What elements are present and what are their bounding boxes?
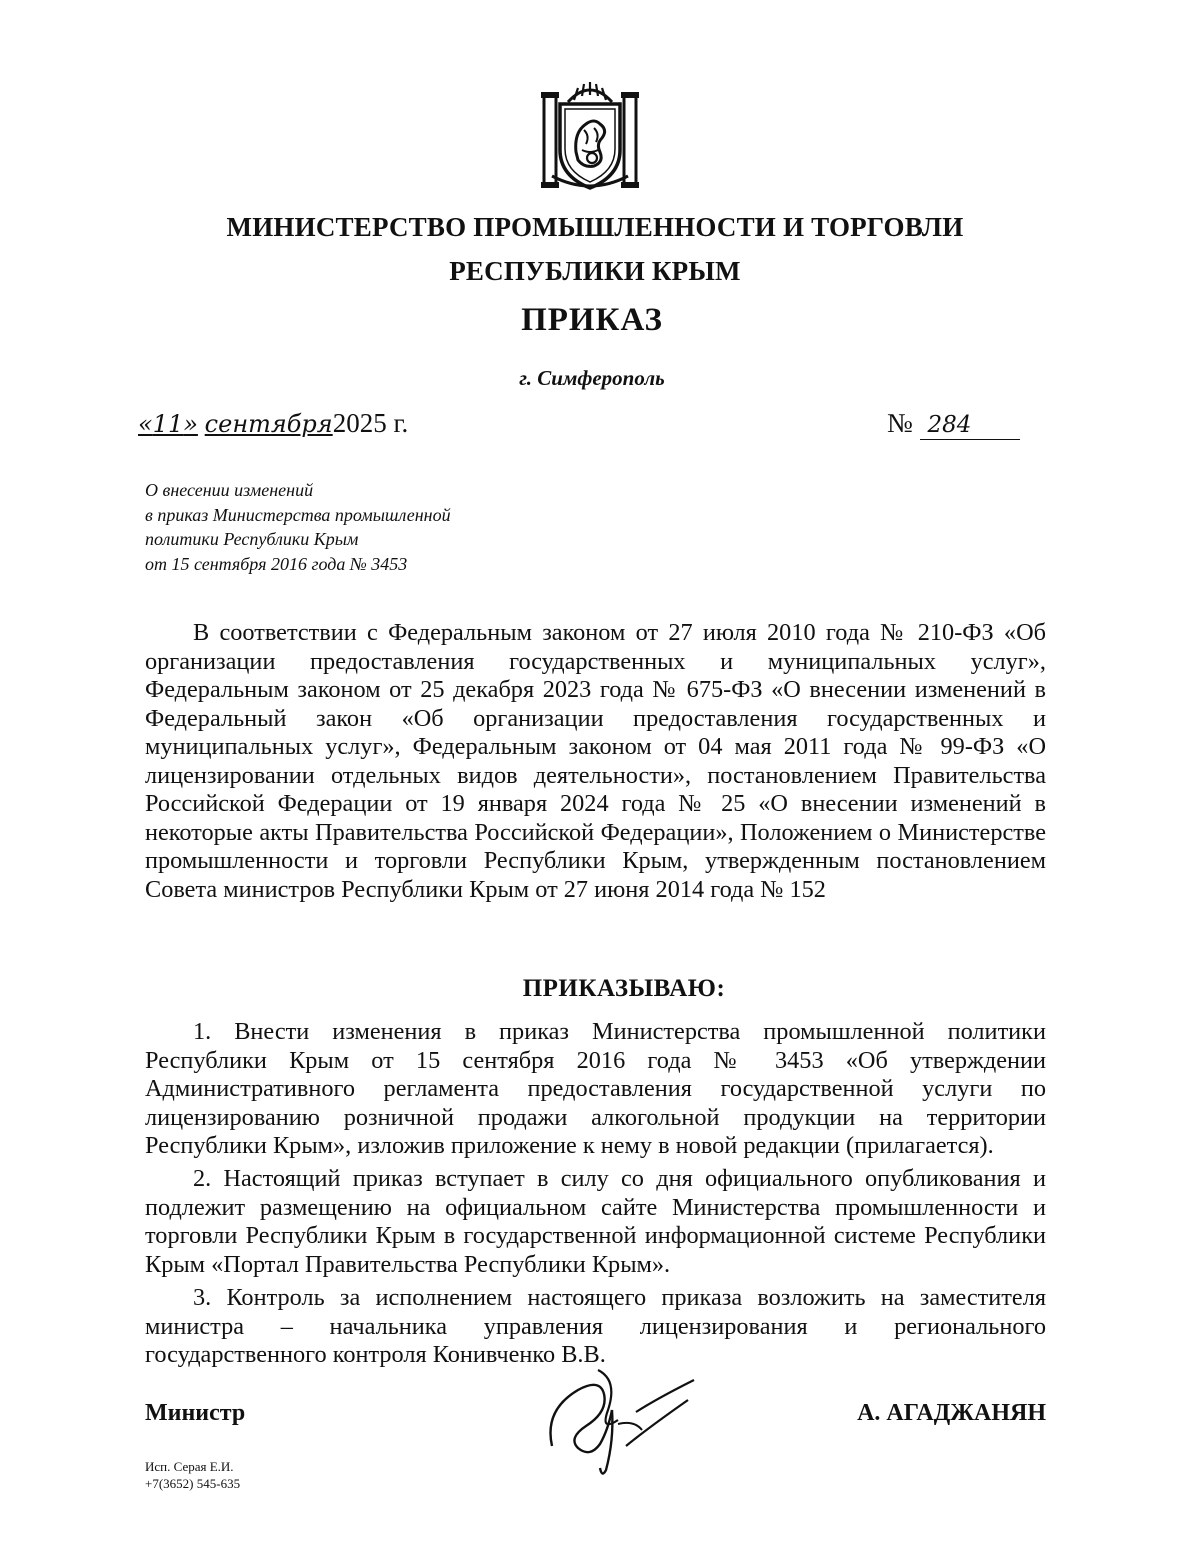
subject-line: от 15 сентября 2016 года № 3453 bbox=[145, 553, 408, 574]
preamble-paragraph: В соответствии с Федеральным законом от 27 июля 2010 года № 210-ФЗ «Об организации предоставления государственных и муниципальных услуг», Федеральным законом от 25 декабря 2023 года № 675-ФЗ «О внесении изменений в Федеральный закон «Об организации предоставления государственных и муниципальных услуг», Федеральным законом от 04 мая 2011 года № 99-ФЗ «О лицензировании отдельных видов деятельности», постановлением Правительства Российской Федерации от 19 января 2024 года № 25 «О внесении изменений в некоторые акты Правительства Российской Федерации», Положением о Министерстве промышленности и торговли Республики Крым, утвержденным постановлением Совета министров Республики Крым от 27 июня 2014 года № 152 bbox=[145, 619, 1046, 903]
document-number bbox=[887, 408, 1027, 440]
document-type-title: ПРИКАЗ bbox=[521, 302, 663, 338]
order-item-3: 3. Контроль за исполнением настоящего приказа возложить на заместителя министра – начальника управления лицензирования и регионального государственного контроля Конивченко В.В. bbox=[145, 1284, 1046, 1368]
coat-of-arms-emblem bbox=[538, 80, 642, 192]
order-heading: ПРИКАЗЫВАЮ: bbox=[522, 975, 726, 1002]
order-item-2: 2. Настоящий приказ вступает в силу со дня официального опубликования и подлежит размещению на официальном сайте Министерства промышленности и торговли Республики Крым в государственной информационной системе Республики Крым «Портал Правительства Республики Крым». bbox=[145, 1165, 1046, 1278]
document-date bbox=[138, 408, 408, 439]
handwritten-signature bbox=[538, 1350, 708, 1480]
date-close-quote: » bbox=[183, 410, 198, 438]
date-year: 2025 г. bbox=[332, 408, 409, 438]
city-name: г. Симферополь bbox=[519, 366, 665, 390]
subject-line: политики Республики Крым bbox=[145, 529, 359, 549]
executor-name: Исп. Серая Е.И. bbox=[145, 1459, 234, 1474]
signer-title: Министр bbox=[145, 1400, 246, 1426]
number-value: 284 bbox=[920, 411, 1020, 440]
date-open-quote: « bbox=[138, 410, 153, 438]
order-item-1: 1. Внести изменения в приказ Министерства промышленной политики Республики Крым от 15 сентября 2016 года № 3453 «Об утверждении Административного регламента предоставления государственной услуги по лицензированию розничной продажи алкогольной продукции на территории Республики Крым», изложив приложение к нему в новой редакции (прилагается). bbox=[145, 1018, 1046, 1159]
subject-line: О внесении изменений bbox=[145, 480, 314, 500]
executor-phone: +7(3652) 545-635 bbox=[145, 1476, 241, 1491]
date-day: 11 bbox=[152, 410, 184, 438]
signer-name: А. АГАДЖАНЯН bbox=[857, 1400, 1046, 1426]
subject-line: в приказ Министерства промышленной bbox=[145, 504, 451, 525]
ministry-name-line1: МИНИСТЕРСТВО ПРОМЫШЛЕННОСТИ И ТОРГОВЛИ bbox=[226, 212, 964, 242]
number-label: № bbox=[887, 408, 913, 438]
date-month: сентября bbox=[204, 410, 333, 438]
executor-info bbox=[145, 1458, 240, 1492]
ministry-name-line2: РЕСПУБЛИКИ КРЫМ bbox=[449, 256, 741, 286]
document-subject bbox=[145, 478, 565, 576]
